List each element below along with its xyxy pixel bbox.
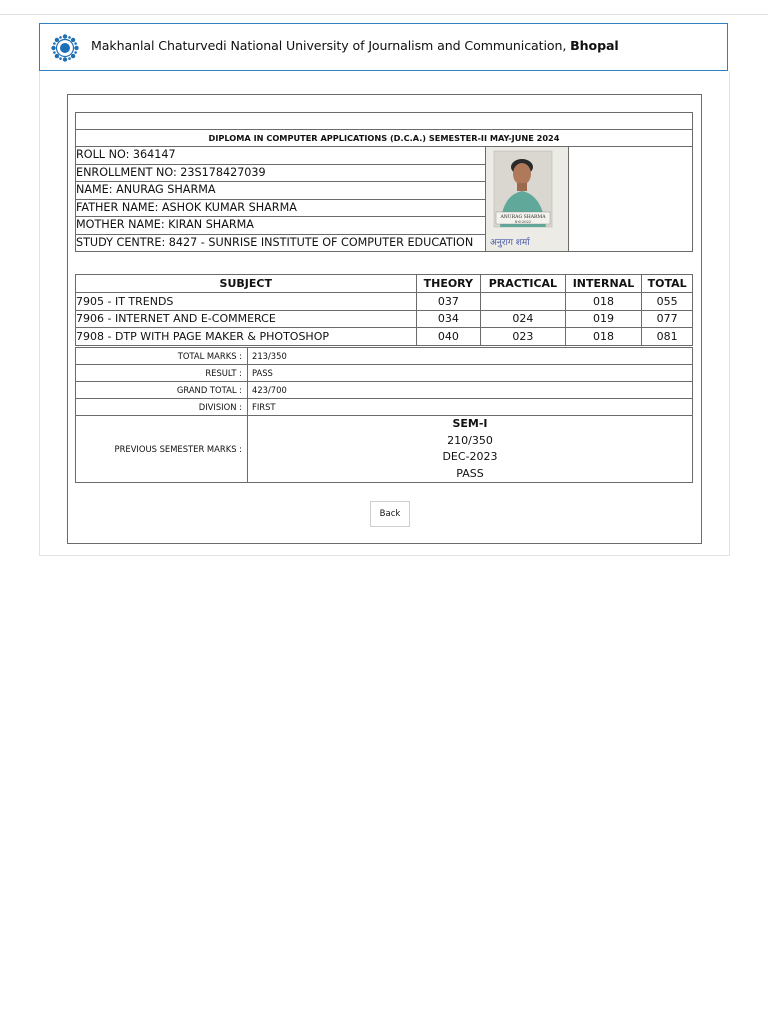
svg-text:8-6-2022: 8-6-2022	[514, 220, 532, 224]
subject-cell: 7906 - INTERNET AND E-COMMERCE	[76, 310, 417, 328]
university-header	[39, 23, 728, 71]
previous-semester-marks: 210/350	[447, 433, 493, 447]
subject-cell: 7905 - IT TRENDS	[76, 293, 417, 311]
internal-cell: 018	[565, 328, 642, 346]
marks-header-row	[76, 275, 693, 293]
university-name	[91, 38, 619, 53]
previous-semester-result: PASS	[456, 466, 484, 480]
practical-cell	[481, 293, 566, 311]
roll-no: ROLL NO: 364147	[76, 147, 486, 165]
header-theory: THEORY	[416, 275, 481, 293]
student-photo-image	[486, 147, 568, 251]
division-label: DIVISION :	[76, 399, 248, 416]
theory-cell: 034	[416, 310, 481, 328]
internal-cell: 018	[565, 293, 642, 311]
total-marks-value: 213/350	[248, 348, 693, 365]
theory-cell: 037	[416, 293, 481, 311]
theory-cell: 040	[416, 328, 481, 346]
university-name-text: Makhanlal Chaturvedi National University of Journalism and Communication,	[91, 38, 571, 53]
student-signature: अनुराग शर्मा	[490, 238, 530, 248]
subject-cell: 7908 - DTP WITH PAGE MAKER & PHOTOSHOP	[76, 328, 417, 346]
student-photo	[486, 147, 568, 251]
previous-semester-name: SEM-I	[452, 417, 488, 430]
previous-semester-value	[248, 416, 693, 483]
marks-table	[75, 274, 693, 346]
university-logo-icon	[50, 33, 80, 63]
total-cell: 077	[642, 310, 693, 328]
previous-semester-label: PREVIOUS SEMESTER MARKS :	[76, 416, 248, 483]
practical-cell: 023	[481, 328, 566, 346]
table-row	[76, 293, 693, 311]
study-centre: STUDY CENTRE: 8427 - SUNRISE INSTITUTE OF COMPUTER EDUCATION	[76, 234, 486, 252]
table-row	[76, 328, 693, 346]
empty-cell	[569, 147, 693, 252]
previous-semester-session: DEC-2023	[442, 450, 498, 463]
grand-total-value: 423/700	[248, 382, 693, 399]
result-value: PASS	[248, 365, 693, 382]
header-subject: SUBJECT	[76, 275, 417, 293]
result-label: RESULT :	[76, 365, 248, 382]
student-photo-cell	[486, 147, 569, 252]
back-button[interactable]: Back	[370, 501, 410, 527]
top-divider	[0, 14, 768, 15]
table-row	[76, 310, 693, 328]
father-name: FATHER NAME: ASHOK KUMAR SHARMA	[76, 199, 486, 217]
grand-total-label: GRAND TOTAL :	[76, 382, 248, 399]
enrollment-no: ENROLLMENT NO: 23S178427039	[76, 164, 486, 182]
header-total: TOTAL	[642, 275, 693, 293]
university-city: Bhopal	[570, 38, 619, 53]
exam-title: DIPLOMA IN COMPUTER APPLICATIONS (D.C.A.) SEMESTER-II MAY-JUNE 2024	[76, 130, 693, 147]
mother-name: MOTHER NAME: KIRAN SHARMA	[76, 217, 486, 235]
total-marks-label: TOTAL MARKS :	[76, 348, 248, 365]
photo-caption: ANURAG SHARMA	[500, 215, 546, 220]
blank-row	[76, 113, 693, 130]
practical-cell: 024	[481, 310, 566, 328]
internal-cell: 019	[565, 310, 642, 328]
student-info-table	[75, 112, 693, 252]
student-name: NAME: ANURAG SHARMA	[76, 182, 486, 200]
header-internal: INTERNAL	[565, 275, 642, 293]
total-cell: 081	[642, 328, 693, 346]
header-practical: PRACTICAL	[481, 275, 566, 293]
result-summary-table	[75, 347, 693, 483]
division-value: FIRST	[248, 399, 693, 416]
total-cell: 055	[642, 293, 693, 311]
